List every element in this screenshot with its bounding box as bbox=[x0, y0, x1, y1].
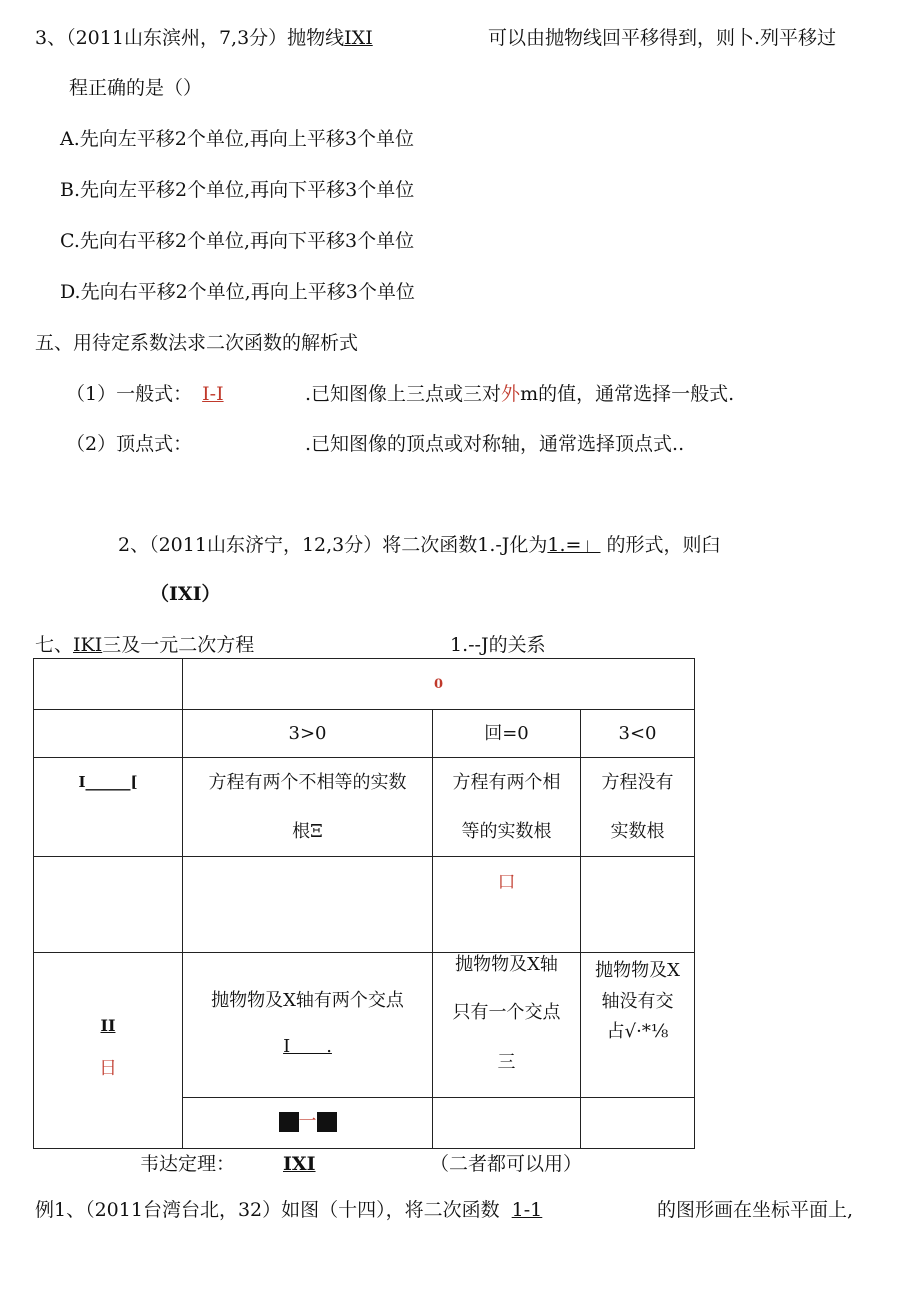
table-row2-c2 bbox=[433, 857, 581, 953]
q2-line2: （IXI） bbox=[150, 583, 221, 605]
row3-c3-line1: 抛物物及X bbox=[595, 960, 680, 981]
row4-dash: 一 bbox=[298, 1111, 317, 1132]
example1-formula: 1-1 bbox=[511, 1199, 543, 1221]
item1-formula: I-I bbox=[202, 383, 224, 405]
example1-line bbox=[35, 1198, 542, 1222]
q3-option-d: D.先向右平移2个单位,再向上平移3个单位 bbox=[60, 281, 415, 303]
example1-tail: 的图形画在坐标平面上, bbox=[657, 1199, 854, 1221]
colhead-2-text: 回=0 bbox=[484, 723, 529, 744]
black-block-left bbox=[279, 1112, 299, 1132]
vieta-formula: IXI bbox=[283, 1153, 316, 1175]
example1-text-a: 例1、（2011台湾台北，32）如图（十四），将二次函数 bbox=[35, 1199, 500, 1221]
row3-c1-line2: I . bbox=[283, 1036, 332, 1057]
q2-text-b: 的形式，则臼 bbox=[606, 534, 721, 556]
colhead-1-text: 3>0 bbox=[288, 723, 327, 744]
table-row1-c3 bbox=[581, 758, 695, 857]
row3-c3-line2: 轴没有交 bbox=[601, 991, 674, 1012]
q2-formula: 1.=」 bbox=[547, 534, 601, 556]
item1-text-red: 外 bbox=[501, 383, 521, 405]
row3-c2-line2: 只有一个交点 bbox=[452, 1002, 561, 1023]
row1-c1-line2: 根Ξ bbox=[292, 821, 323, 842]
section5-item1 bbox=[66, 382, 224, 406]
table-row2-c1 bbox=[183, 857, 433, 953]
section5-item2: （2）顶点式： bbox=[66, 433, 193, 455]
section5-item1-text bbox=[305, 382, 734, 406]
section5-title: 五、用待定系数法求二次函数的解析式 bbox=[35, 332, 359, 354]
table-row3-c1 bbox=[183, 953, 433, 1098]
table-corner bbox=[34, 659, 183, 710]
table-row3-c3 bbox=[581, 953, 695, 1098]
table-row1-c1 bbox=[183, 758, 433, 857]
table-row2-c3 bbox=[581, 857, 695, 953]
table-colhead-3 bbox=[581, 710, 695, 758]
row3-c1-line1: 抛物物及X轴有两个交点 bbox=[211, 990, 404, 1011]
q3-text-a: 3、（2011山东滨州，7,3分）抛物线 bbox=[35, 27, 345, 49]
table-row4-c3 bbox=[581, 1098, 695, 1149]
row1-c2-line1: 方程有两个相 bbox=[452, 772, 561, 793]
q3-option-a: A.先向左平移2个单位,再向上平移3个单位 bbox=[60, 128, 414, 150]
row1-label-text: I______[ bbox=[78, 773, 138, 791]
relation-table bbox=[33, 658, 695, 1149]
row1-c1-line1: 方程有两个不相等的实数 bbox=[208, 772, 407, 793]
row3-c3-line3: 占√·*⅛ bbox=[606, 1021, 669, 1042]
colhead-3-text: 3<0 bbox=[618, 723, 657, 744]
table-colhead-1 bbox=[183, 710, 433, 758]
section7-title-a: 七、 bbox=[35, 634, 74, 656]
item1-text-b: m的值，通常选择一般式. bbox=[520, 383, 735, 405]
section7-title bbox=[35, 633, 254, 657]
item1-text-a: .已知图像上三点或三对 bbox=[305, 383, 502, 405]
table-row1-c2 bbox=[433, 758, 581, 857]
row3-label-b: 日 bbox=[99, 1058, 117, 1079]
row1-c3-line1: 方程没有 bbox=[601, 772, 674, 793]
section7-title-b: 三及一元二次方程 bbox=[102, 634, 255, 656]
row1-c2-line2: 等的实数根 bbox=[461, 821, 552, 842]
q2-text-a: 2、（2011山东济宁，12,3分）将二次函数1.-J化为 bbox=[118, 534, 548, 556]
vieta-note: （二者都可以用） bbox=[430, 1153, 583, 1175]
table-row4-c2 bbox=[433, 1098, 581, 1149]
row3-c2-line1: 抛物物及X轴 bbox=[455, 954, 558, 975]
black-block-right bbox=[317, 1112, 337, 1132]
table-colhead-2 bbox=[433, 710, 581, 758]
table-header-top-text: 0 bbox=[433, 677, 444, 692]
q3-option-c: C.先向右平移2个单位,再向下平移3个单位 bbox=[60, 230, 415, 252]
table-row4-c1 bbox=[183, 1098, 433, 1149]
q3-formula: IXI bbox=[344, 27, 373, 49]
q2-line1 bbox=[118, 533, 721, 557]
section5-item2-text: .已知图像的顶点或对称轴，通常选择顶点式.. bbox=[305, 433, 685, 455]
table-row1-label bbox=[34, 758, 183, 857]
q3-line1 bbox=[35, 26, 373, 50]
item1-label: （1）一般式： bbox=[66, 383, 193, 405]
table-row3-c2 bbox=[433, 953, 581, 1098]
q3-line2: 程正确的是（） bbox=[69, 77, 203, 99]
table-colhead-empty bbox=[34, 710, 183, 758]
table-row2-label bbox=[34, 857, 183, 953]
section7-formula: IKI bbox=[73, 634, 103, 656]
row2-c2-text: 口 bbox=[497, 872, 516, 893]
vieta-label: 韦达定理： bbox=[140, 1153, 236, 1175]
table-header-top bbox=[183, 659, 695, 710]
row3-label-a: II bbox=[100, 1016, 116, 1035]
table-row3-label bbox=[34, 953, 183, 1149]
section7-title-c: 1.--J的关系 bbox=[450, 634, 546, 656]
row3-c2-line3: 三 bbox=[497, 1052, 516, 1073]
q3-line1-tail: 可以由抛物线回平移得到，则卜.列平移过 bbox=[488, 27, 837, 49]
q3-option-b: B.先向左平移2个单位,再向下平移3个单位 bbox=[60, 179, 415, 201]
row1-c3-line2: 实数根 bbox=[610, 821, 665, 842]
